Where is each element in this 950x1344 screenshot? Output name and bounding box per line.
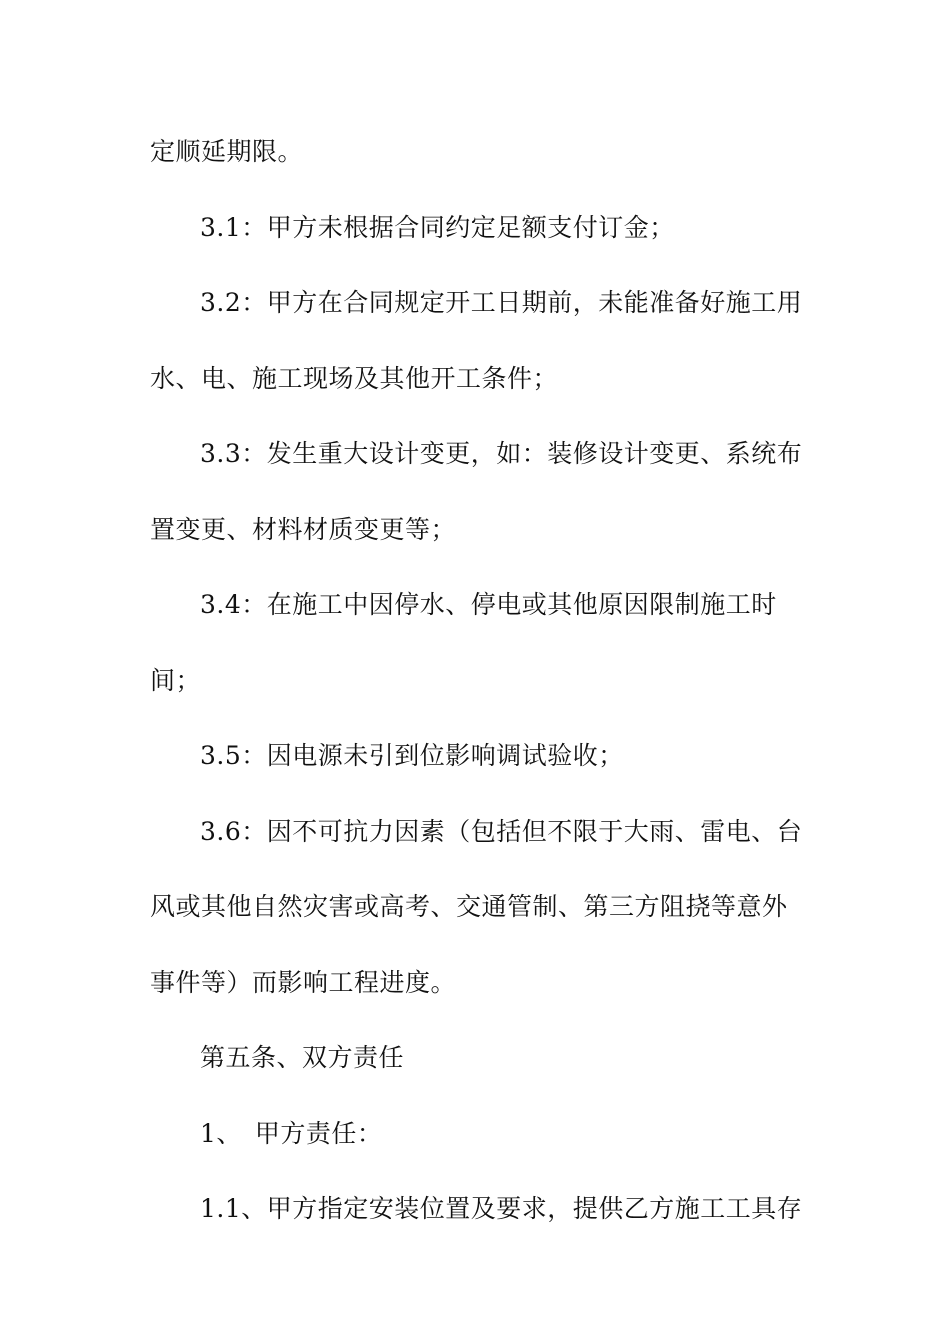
clause-3-4: 3.4：在施工中因停水、停电或其他原因限制施工时 — [200, 590, 777, 619]
text-line: 风或其他自然灾害或高考、交通管制、第三方阻挠等意外 — [150, 892, 788, 921]
clause-3-6: 3.6：因不可抗力因素（包括但不限于大雨、雷电、台 — [200, 816, 803, 846]
text-line: 水、电、施工现场及其他开工条件； — [150, 363, 559, 393]
clause-3-3: 3.3：发生重大设计变更，如：装修设计变更、系统布 — [200, 439, 803, 468]
section-heading: 第五条、双方责任 — [200, 1043, 405, 1072]
clause-1-1: 1.1、甲方指定安装位置及要求，提供乙方施工工具存 — [200, 1194, 803, 1223]
clause-3-5: 3.5：因电源未引到位影响调试验收； — [200, 741, 624, 770]
text-line: 定顺延期限。 — [150, 137, 304, 166]
text-line: 置变更、材料材质变更等； — [150, 514, 457, 544]
text-line: 事件等）而影响工程进度。 — [150, 967, 457, 997]
clause-3-1: 3.1：甲方未根据合同约定足额支付订金； — [200, 212, 675, 242]
subsection-heading: 1、 甲方责任： — [200, 1118, 383, 1148]
document-body — [150, 128, 810, 1261]
clause-3-2: 3.2：甲方在合同规定开工日期前，未能准备好施工用 — [200, 288, 803, 317]
text-line: 间； — [150, 665, 202, 695]
